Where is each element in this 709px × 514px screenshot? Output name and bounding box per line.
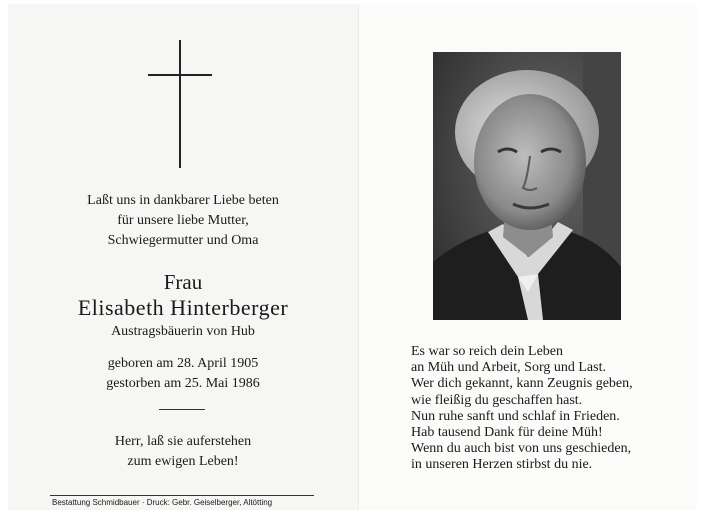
cross-icon <box>148 40 212 168</box>
left-panel <box>8 4 358 510</box>
prayer-line: Herr, laß sie auferstehen <box>114 434 252 449</box>
footer-divider <box>50 495 314 496</box>
poem <box>411 344 691 474</box>
intro-text <box>8 191 358 251</box>
birth-date: geboren am 28. April 1905 <box>107 356 259 371</box>
poem-line: Hab tausend Dank für deine Müh! <box>411 425 603 441</box>
prayer-line: zum ewigen Leben! <box>127 454 239 469</box>
deceased-name: Elisabeth Hinterberger <box>77 295 289 320</box>
right-panel <box>358 4 697 510</box>
intro-line: Schwiegermutter und Oma <box>107 233 259 248</box>
poem-line: wie fleißig du geschaffen hast. <box>411 392 583 408</box>
poem-line: Wenn du auch bist von uns geschieden, <box>411 441 632 457</box>
poem-line: Nun ruhe sanft und schlaf in Frieden. <box>411 408 620 424</box>
poem-line: in unseren Herzen stirbst du nie. <box>411 457 593 473</box>
death-date: gestorben am 25. Mai 1986 <box>106 376 260 391</box>
divider-short <box>159 409 205 410</box>
printer-credit: Bestattung Schmidbauer · Druck: Gebr. Geiselberger, Altötting <box>52 498 273 507</box>
intro-line: Laßt uns in dankbarer Liebe beten <box>87 193 279 208</box>
memorial-card <box>8 4 696 510</box>
intro-line: für unsere liebe Mutter, <box>117 213 249 228</box>
life-dates <box>8 354 358 394</box>
poem-line: an Müh und Arbeit, Sorg und Last. <box>411 360 606 376</box>
poem-line: Es war so reich dein Leben <box>411 344 563 359</box>
occupation-text: Austragsbäuerin von Hub <box>111 324 255 339</box>
occupation <box>8 322 358 342</box>
portrait-photo <box>433 52 621 320</box>
poem-line: Wer dich gekannt, kann Zeugnis geben, <box>411 376 633 392</box>
title-frau: Frau <box>163 270 203 294</box>
prayer-text <box>8 432 358 472</box>
